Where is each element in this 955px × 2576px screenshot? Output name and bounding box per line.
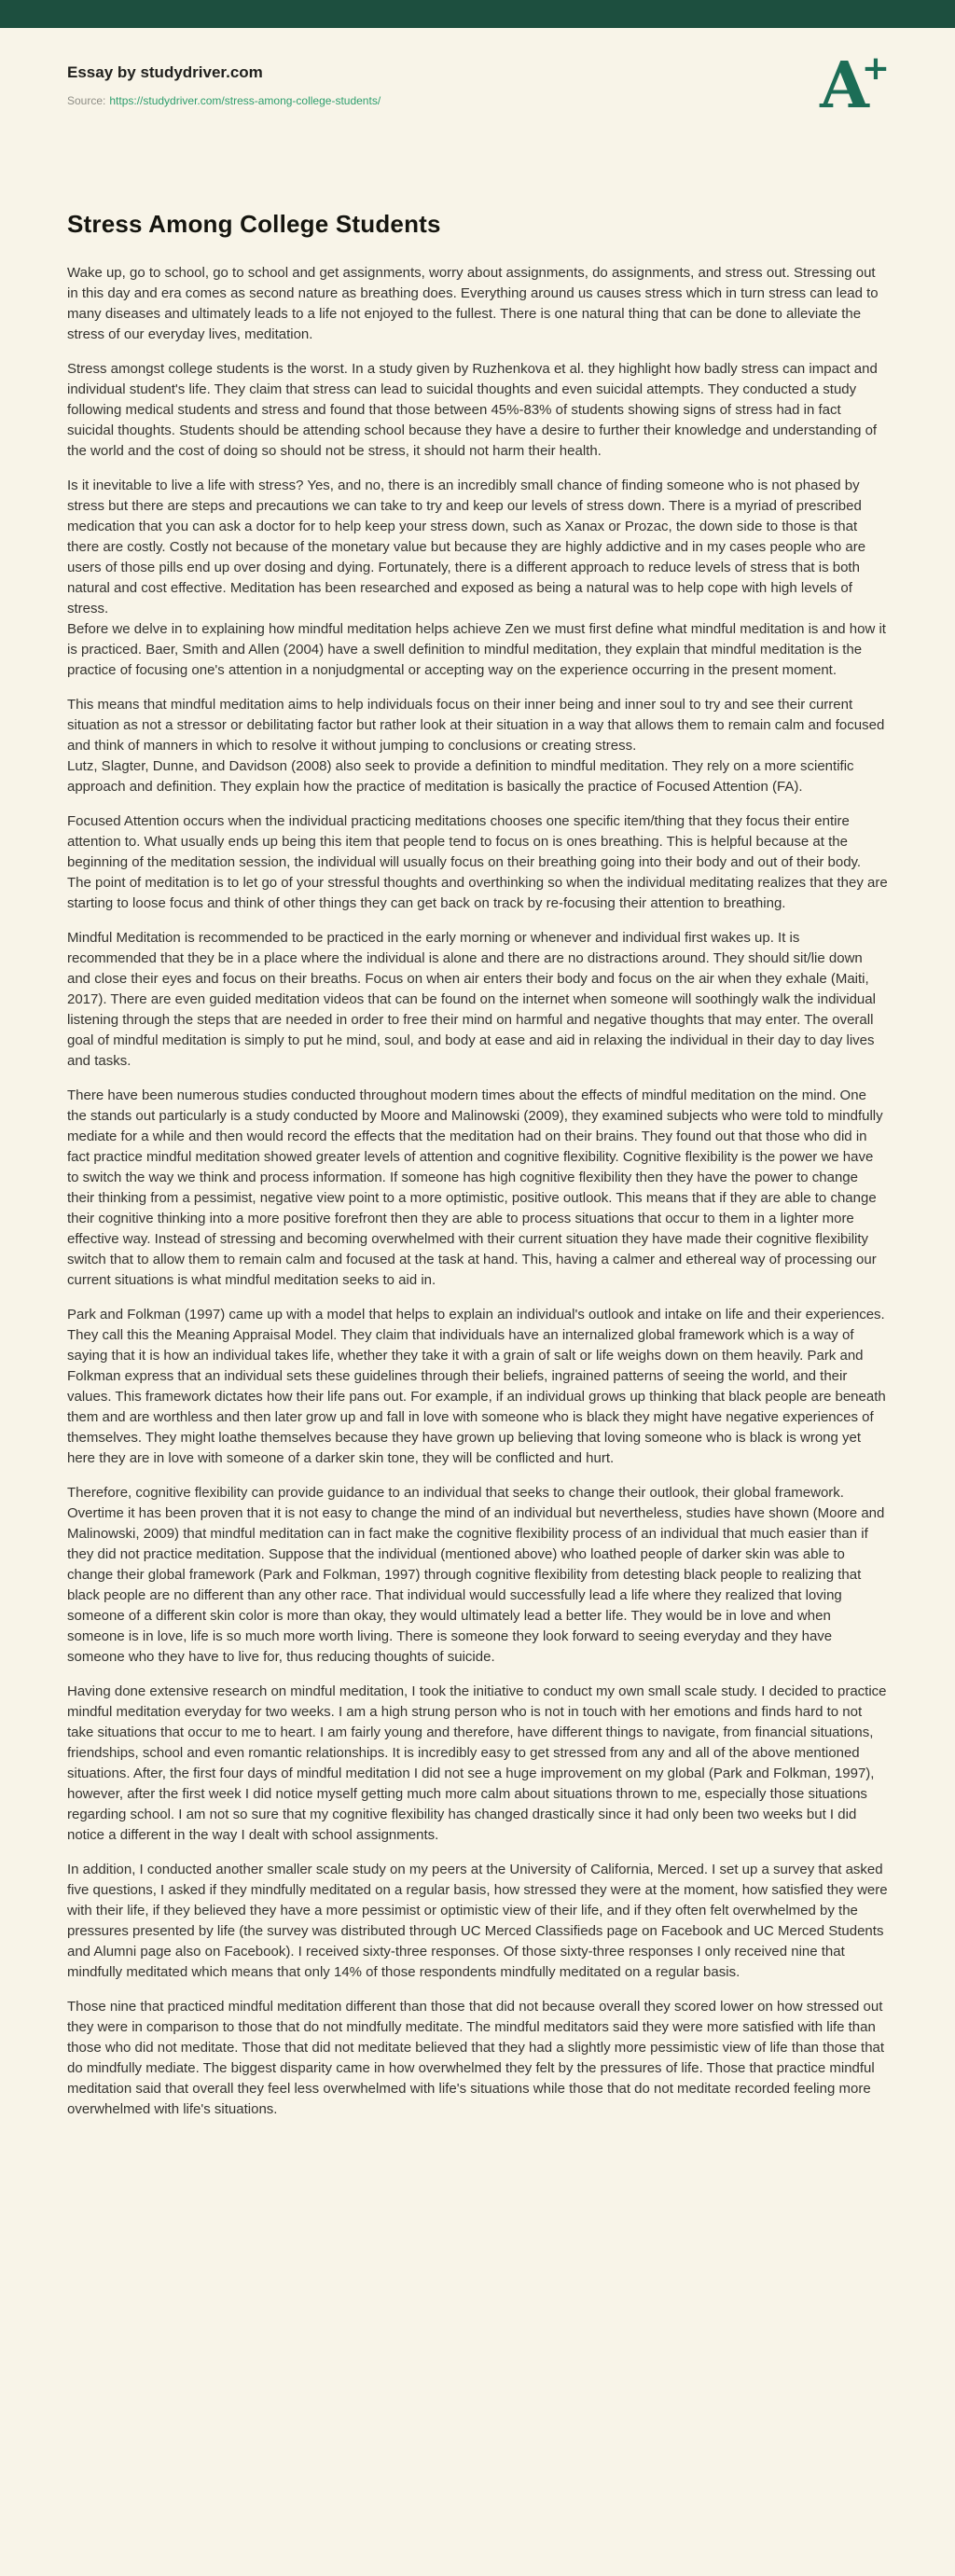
essay-paragraph: Before we delve in to explaining how mindful meditation helps achieve Zen we must first define what mindful meditation is and how it is practiced. Baer, Smith and Allen (2004) have a swell definition to mindful meditation, they explain that mindful meditation is the practice of focusing one's attention in a nonjudgmental or accepting way on the experience occurring in the present moment.: [67, 621, 886, 678]
studydriver-logo-icon: [820, 48, 897, 123]
essay-paragraph: Focused Attention occurs when the individual practicing meditations chooses one specific item/thing that they focus their entire attention to. What usually ends up being this item that people tend to focus on is ones breathing. This is helpful because at the beginning of the meditation session, the individual will usually focus on their breathing going into their body and out of their body. The point of meditation is to let go of your stressful thoughts and overthinking so when the individual meditating realizes that they are starting to loose focus and think of other things they can get back on track by re-focusing their attention to breathing.: [67, 813, 888, 911]
page-header: [67, 48, 890, 123]
essay-title: Stress Among College Students: [67, 210, 441, 238]
essay-paragraph: This means that mindful meditation aims to help individuals focus on their inner being and inner soul to try and see their current situation as not a stressor or debilitating factor but rather look at their situation in a way that allows them to remain calm and focused and think of manners in which to resolve it without jumping to conclusions or creating stress.: [67, 697, 885, 754]
byline: Essay by studydriver.com: [67, 63, 263, 81]
source-label: Source:: [67, 94, 106, 107]
essay-paragraph: Stress amongst college students is the worst. In a study given by Ruzhenkova et al. they highlight how badly stress can impact and individual student's life. They claim that stress can lead to suicidal thoughts and even suicidal attempts. They conducted a study following medical students and stress and found that those between 45%-83% of students showing signs of stress had in fact suicidal thoughts. Students should be attending school because they have a desire to further their knowledge and understanding of the world and the cost of doing so should not be stress, it should not harm their health.: [67, 361, 878, 459]
essay-paragraph: Wake up, go to school, go to school and get assignments, worry about assignments, do assignments, and stress out. Stressing out in this day and era comes as second nature as breathing does. Everything around us causes stress which in turn stress can lead to many diseases and ultimately leads to a life not enjoyed to the fullest. There is one natural thing that can be done to alleviate the stress of our everyday lives, meditation.: [67, 265, 879, 342]
essay-paragraph: Is it inevitable to live a life with stress? Yes, and no, there is an incredibly small chance of finding someone who is not phased by stress but there are steps and precautions we can take to try and keep our levels of stress down. There is a myriad of prescribed medication that you can ask a doctor for to help keep your stress down, such as Xanax or Prozac, the down side to those is that there are costly. Costly not because of the monetary value but because they are highly addictive and in my cases people who are users of those pills end up over dosing and dying. Fortunately, there is a different approach to reduce levels of stress that is both natural and cost effective. Meditation has been researched and exposed as being a natural was to help cope with high levels of stress.: [67, 478, 866, 616]
essay-paragraph: Park and Folkman (1997) came up with a model that helps to explain an individual's outlook and intake on life and their experiences. They call this the Meaning Appraisal Model. They claim that individuals have an internalized global framework which is a way of saying that it is how an individual takes life, whether they take it with a grain of salt or life weighs down on them heavily. Park and Folkman express that an individual sets these guidelines through their beliefs, ingrained patterns of seeing the world, and their values. This framework dictates how their life pans out. For example, if an individual grows up thinking that black people are beneath them and are worthless and then later grow up and fall in love with someone who is black they might have negative experiences of themselves. They might loathe themselves because they have grown up believing that loving someone who is black is wrong yet here they are in love with someone of a darker skin tone, they will be conflicted and hurt.: [67, 1307, 886, 1466]
essay-body: [67, 210, 888, 2120]
source-link[interactable]: https://studydriver.com/stress-among-college-students/: [109, 94, 381, 107]
essay-paragraph: Therefore, cognitive flexibility can provide guidance to an individual that seeks to change their outlook, their global framework. Overtime it has been proven that it is not easy to change the mind of an individual but nevertheless, studies have shown (Moore and Malinowski, 2009) that mindful meditation can in fact make the cognitive flexibility process of an individual that much easier than if they did not practice meditation. Suppose that the individual (mentioned above) who loathed people of darker skin was able to change their global framework (Park and Folkman, 1997) through cognitive flexibility from detesting black people to realizing that black people are no different than any other race. That individual would successfully lead a life where they realized that loving someone of a different skin color is more than okay, they would ultimately lead a better life. They would be in love and when someone is in love, life is so much more worth living. There is someone they look forward to seeing everyday and they have someone who they have to live for, thus reducing thoughts of suicide.: [67, 1485, 885, 1665]
essay-paragraph: Mindful Meditation is recommended to be practiced in the early morning or whenever and individual first wakes up. It is recommended that they be in a place where the individual is alone and there are no distractions around. They should sit/lie down and close their eyes and focus on their breaths. Focus on when air enters their body and focus on the air when they exhale (Maiti, 2017). There are even guided meditation videos that can be found on the internet when someone will soothingly walk the individual listening through the steps that are needed in order to free their mind on harmful and negative thoughts that may enter. The overall goal of mindful meditation is simply to put he mind, soul, and body at ease and aid in relaxing the individual in their day to day lives and tasks.: [67, 930, 876, 1069]
page-content: [0, 48, 955, 2176]
source-line: [67, 94, 888, 107]
essay-paragraph: Those nine that practiced mindful meditation different than those that did not because overall they scored lower on how stressed out they were in comparison to those that do not mindfully meditate. The mindful meditators said they were more satisfied with life than those who did not meditate. Those that did not meditate believed that they had a slightly more pessimistic view of life than those that do mindfully mediate. The biggest disparity came in how overwhelmed they felt by the pressures of life. Those that practice mindful meditation said that overall they feel less overwhelmed with life's situations while those that do not meditate recorded feeling more overwhelmed with life's situations.: [67, 1999, 885, 2117]
logo-plus-glyph: +: [861, 49, 890, 88]
essay-paragraph: Having done extensive research on mindful meditation, I took the initiative to conduct my own small scale study. I decided to practice mindful meditation everyday for two weeks. I am a high strung person who is not in touch with her emotions and finds hard to not take situations that occur to me to heart. I am fairly young and therefore, have different things to navigate, from financial situations, friendships, school and even romantic relationships. It is incredibly easy to get stressed from any and all of the above mentioned situations. After, the first four days of mindful meditation I did not see a huge improvement on my global (Park and Folkman, 1997), however, after the first week I did notice myself getting much more calm about situations thrown to me, especially those situations regarding school. I am not so sure that my cognitive flexibility has changed drastically since it had only been two weeks but I did notice a different in the way I dealt with school assignments.: [67, 1683, 887, 1843]
top-accent-bar: [0, 0, 955, 28]
essay-paragraph: Lutz, Slagter, Dunne, and Davidson (2008) also seek to provide a definition to mindful meditation. They rely on a more scientific approach and definition. They explain how the practice of meditation is basically the practice of Focused Attention (FA).: [67, 758, 854, 795]
essay-paragraph: There have been numerous studies conducted throughout modern times about the effects of mindful meditation on the mind. One the stands out particularly is a study conducted by Moore and Malinowski (2009), they examined subjects who were told to mindfully mediate for a while and then would record the effects that the meditation had on their brains. They found out that those who did in fact practice mindful meditation showed greater levels of attention and cognitive flexibility. Cognitive flexibility is the power we have to switch the way we think and process information. If someone has high cognitive flexibility then they have the power to change their thinking from a pessimist, negative view point to a more optimistic, positive outlook. This means that if they are able to change their cognitive thinking into a more positive forefront then they are able to process situations that occur to them in a lighter more effective way. Instead of stressing and becoming overwhelmed with their current situation they have made their cognitive flexibility switch that to allow them to remain calm and focused at the task at hand. This, having a calmer and ethereal way of processing our current situations is what mindful meditation seeks to aid in.: [67, 1087, 883, 1288]
essay-paragraph: In addition, I conducted another smaller scale study on my peers at the University of California, Merced. I set up a survey that asked five questions, I asked if they mindfully meditated on a regular basis, how stressed they were at the moment, how satisfied they were with their life, if they believed they have a more pessimist or optimistic view of their life, and if they often felt overwhelmed by the pressures presented by life (the survey was distributed through UC Merced Classifieds page on Facebook and UC Merced Students and Alumni page also on Facebook). I received sixty-three responses. Of those sixty-three responses I only received nine that mindfully meditated which means that only 14% of those respondents mindfully meditated on a regular basis.: [67, 1862, 888, 1980]
logo-letter: A: [820, 48, 869, 123]
